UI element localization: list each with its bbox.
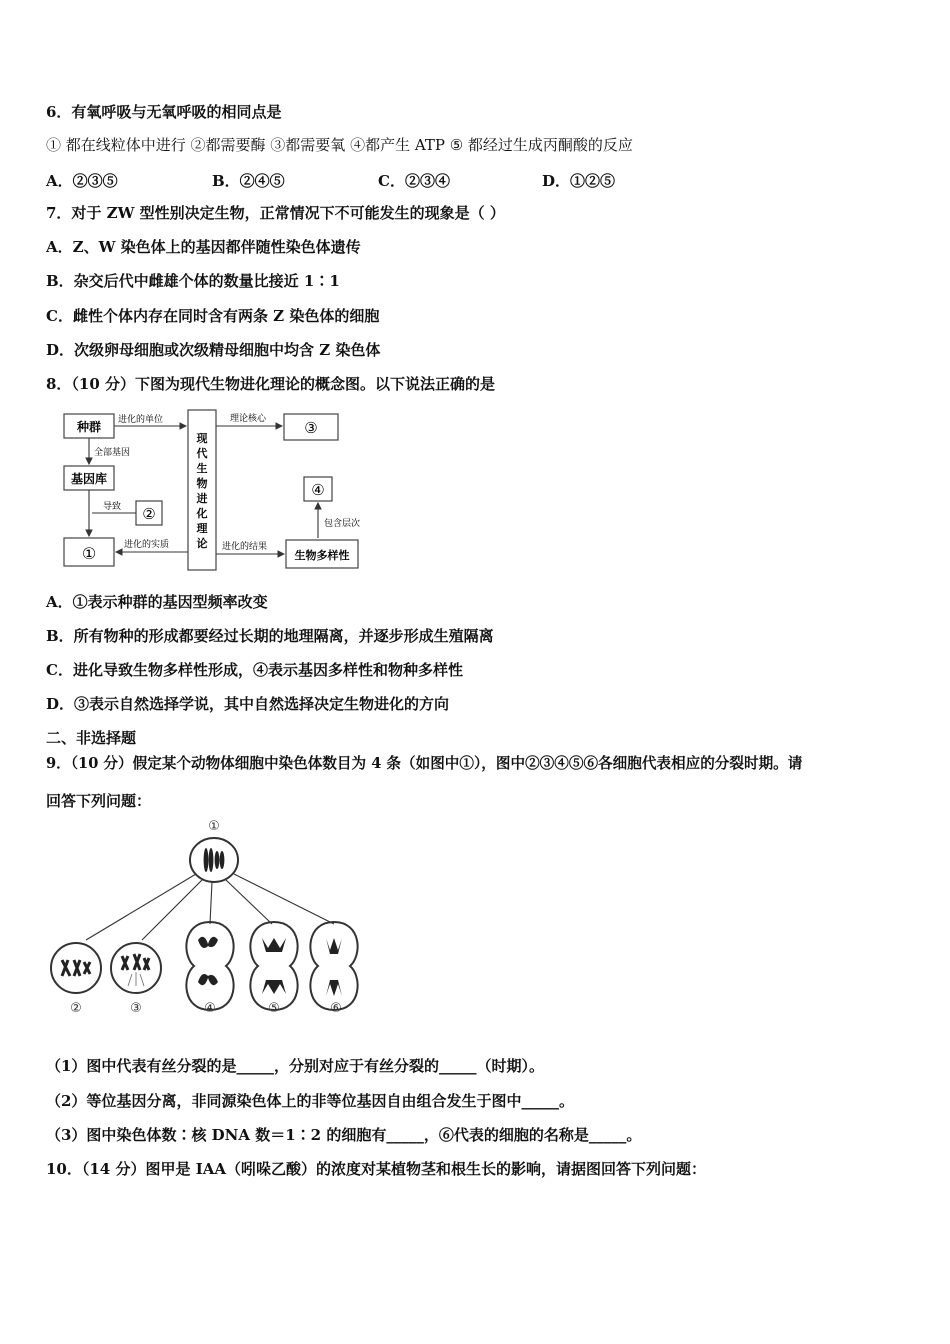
- label-result: 进化的结果: [222, 542, 268, 552]
- q9-stem-line2: 回答下列问题：: [46, 792, 152, 810]
- label-allgenes: 全部基因: [94, 448, 131, 458]
- q8-option-c: C．进化导致生物多样性形成，④表示基因多样性和物种多样性: [46, 661, 463, 679]
- q7-option-c: C．雌性个体内存在同时含有两条 Z 染色体的细胞: [46, 307, 380, 325]
- q7-option-b: B．杂交后代中雌雄个体的数量比接近 1∶1: [46, 272, 340, 290]
- center-char-7: 理: [196, 522, 208, 535]
- q8-option-d: D．③表示自然选择学说，其中自然选择决定生物进化的方向: [46, 695, 450, 713]
- center-char-2: 代: [196, 447, 208, 460]
- section-heading: 二、非选择题: [46, 729, 137, 747]
- q9-sub1: （1）图中代表有丝分裂的是_____，分别对应于有丝分裂的_____（时期）。: [46, 1057, 544, 1075]
- box-4-label: ④: [311, 481, 325, 499]
- q7-option-d: D．次级卵母细胞或次级精母细胞中均含 Z 染色体: [46, 341, 381, 359]
- center-char-3: 生: [196, 462, 208, 475]
- figure-label-6: ⑥: [330, 1001, 342, 1016]
- q6-option-d: D．①②⑤: [542, 172, 616, 190]
- box-genepool-label: 基因库: [70, 472, 108, 486]
- figure-label-3: ③: [130, 1001, 142, 1016]
- figure-label-1: ①: [208, 819, 220, 834]
- q6-items: ① 都在线粒体中进行 ②都需要酶 ③都需要氧 ④都产生 ATP ⑤ 都经过生成丙酮酸的反应: [46, 136, 633, 154]
- box-3-label: ③: [304, 419, 318, 437]
- label-core: 理论核心: [230, 414, 267, 424]
- label-unit: 进化的单位: [118, 415, 164, 425]
- q10-stem: 10．（14 分）图甲是 IAA（吲哚乙酸）的浓度对某植物茎和根生长的影响，请据图回答下列问题：: [46, 1160, 706, 1178]
- q8-option-a: A．①表示种群的基因型频率改变: [46, 593, 268, 611]
- q9-sub2: （2）等位基因分离，非同源染色体上的非等位基因自由组合发生于图中_____。: [46, 1092, 574, 1110]
- figure-label-5: ⑤: [268, 1001, 280, 1016]
- q7-option-a: A．Z、W 染色体上的基因都伴随性染色体遗传: [46, 238, 361, 256]
- figure-label-2: ②: [70, 1001, 82, 1016]
- q6-option-b: B．②④⑤: [212, 172, 285, 190]
- label-lead: 导致: [103, 502, 122, 512]
- q8-option-b: B．所有物种的形成都要经过长期的地理隔离，并逐步形成生殖隔离: [46, 627, 494, 645]
- cell-division-figure: [46, 814, 366, 1018]
- q6-option-a: A．②③⑤: [46, 172, 118, 190]
- center-char-5: 进: [196, 492, 208, 505]
- center-char-1: 现: [196, 432, 208, 445]
- q7-stem: 7．对于 ZW 型性别决定生物，正常情况下不可能发生的现象是（ ）: [46, 204, 505, 222]
- box-population-label: 种群: [76, 420, 102, 434]
- figure-label-4: ④: [204, 1001, 216, 1016]
- q9-sub3: （3）图中染色体数∶核 DNA 数＝1∶2 的细胞有_____，⑥代表的细胞的名称是_____。: [46, 1126, 642, 1144]
- q6-stem: 6．有氧呼吸与无氧呼吸的相同点是: [46, 103, 282, 121]
- q6-option-c: C．②③④: [378, 172, 450, 190]
- label-levels: 包含层次: [324, 519, 361, 529]
- box-2-label: ②: [142, 505, 156, 523]
- center-char-6: 化: [196, 507, 208, 520]
- center-char-8: 论: [196, 537, 208, 550]
- evolution-concept-diagram: [56, 404, 366, 576]
- q8-stem: 8．（10 分）下图为现代生物进化理论的概念图。以下说法正确的是: [46, 375, 496, 393]
- center-char-4: 物: [196, 477, 208, 490]
- box-diversity-label: 生物多样性: [294, 549, 350, 562]
- label-essence: 进化的实质: [124, 540, 170, 550]
- q9-stem-line1: 9．（10 分）假定某个动物体细胞中染色体数目为 4 条（如图中①），图中②③④⑤⑥各细胞代表相应的分裂时期。请: [46, 755, 803, 772]
- box-1-label: ①: [81, 544, 97, 563]
